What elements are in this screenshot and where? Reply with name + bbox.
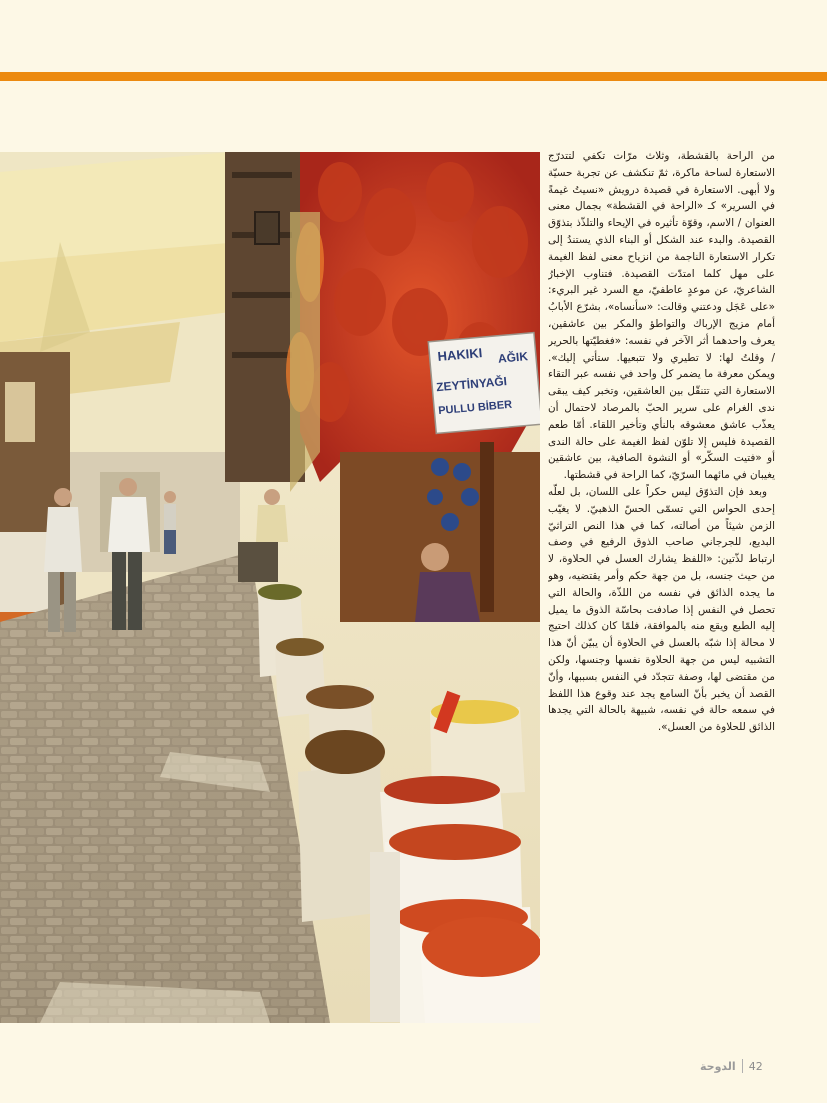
page-number: 42	[748, 1059, 763, 1073]
svg-text:PULLU BİBER: PULLU BİBER	[437, 398, 513, 418]
header-accent-rule	[0, 72, 827, 81]
svg-text:HAKIKI: HAKIKI	[436, 345, 483, 365]
article-paragraph: وبعد فإن التذوّق ليس حكراً على اللسان، بل لعلّه إحدى الحواس التي تسمّى الحسّ الذهبيّ. لا يغيّب الزمن شيئاً من أصالته، كما في هذا النص التراثيّ البديع، للجرجاني صاحب الذوق الرفيع في وصف ارتباط لذّتين: «اللفظ يشارك العسل في الحلاوة، لا من حيث جنسه، بل من جهة حكم وأمر يقتضيه، وهو ما يجده الذائق في نفسه من اللذّة، والحالة التي تحصل في النفس إذا صادفت بحاسّة الذوق ما يميل إليه الطبع ويقع منه بالموافقة، فلمّا كان كذلك احتيج لا محالة إذا شبّه بالعسل في الحلاوة أن يبيّن أنّ هذا التشبيه ليس من جهة الحلاوة نفسها وجنسها، ولكن من مقتضى لها، وصفة تتجدّد في النفس بسببها، وأنّ القصد أن يخبر بأنّ السامع يجد عند وقوع هذا اللفظ في سمعه حالة في نفسه، شبيهة بالحالة التي يجدها الذائق للحلاوة من العسل».	[548, 485, 775, 734]
shopper-figure	[164, 491, 176, 554]
svg-text:ZEYTİNYAĞI: ZEYTİNYAĞI	[435, 374, 508, 395]
spice-market-illustration	[0, 152, 540, 1023]
market-photo	[0, 152, 540, 1023]
article-paragraph: من الراحة بالقشطة، وثلاث مرّات تكفي لتتدرّج الاستعارة لساحة ماكرة، ثمّ تنكشف عن تجربة حسيّة ولا أبهى. الاستعارة في قصيدة درويش «نسيتُ غيمةً في السرير» كـ «الراحة في القشطة» بجمال معنى العنوان / الاسم، وقوّة تأثيره في الإيحاء والتلذّذ بتذوّق القصيدة. والبدء عند الشكل أو البناء الذي يستندُ إلى تكرار الاستعارة الناجمة من انزياح معنى لفظ الغيمة على مهل كلما امتدّت القصيدة. فتناوب الإخبارُ الشاعريّ، عن موعدٍ عاطفيّ، مع السرد غير البريء: «على عَجَل ودعتني وقالت: «سأنساه»، بشرّع الأبابُ أمام مزيج الإرباك والتواطؤ والمكر بين عاشقين، يعرف واحدهما أثر الآخر في نفسه: «فغطيّتها بالحرير / وقلتُ لها: لا تطيري ولا تتبعيها. ستأتي إليك». ويمكن معرفة ما يضمر كل واحد في نفسه عبر التقاء الاستعارة التي تتنقّل بين العاشقين، وتخبر كيف يبقى ندى الغرام على سرير الحبّ بالمرصاد لاحتمال أن يعذّب عاشق معشوقه بالنأي وتأخير اللقاء. أمّا طعم القصيدة فليس إلا تلوّن لفظ الغيمة على حالة الندى أو «فتيت السكّر» أو النشوة الصافية، بين عاشقين يغيبان في مائهما السرّيّ، كما الراحة في قشطتها.	[548, 150, 775, 482]
page-folio	[700, 1058, 763, 1074]
article-column	[548, 148, 775, 1028]
shop-sign	[428, 333, 540, 434]
magazine-name: الدوحة	[700, 1059, 736, 1073]
folio-divider	[742, 1059, 743, 1073]
svg-text:AĞIK: AĞIK	[497, 349, 529, 366]
